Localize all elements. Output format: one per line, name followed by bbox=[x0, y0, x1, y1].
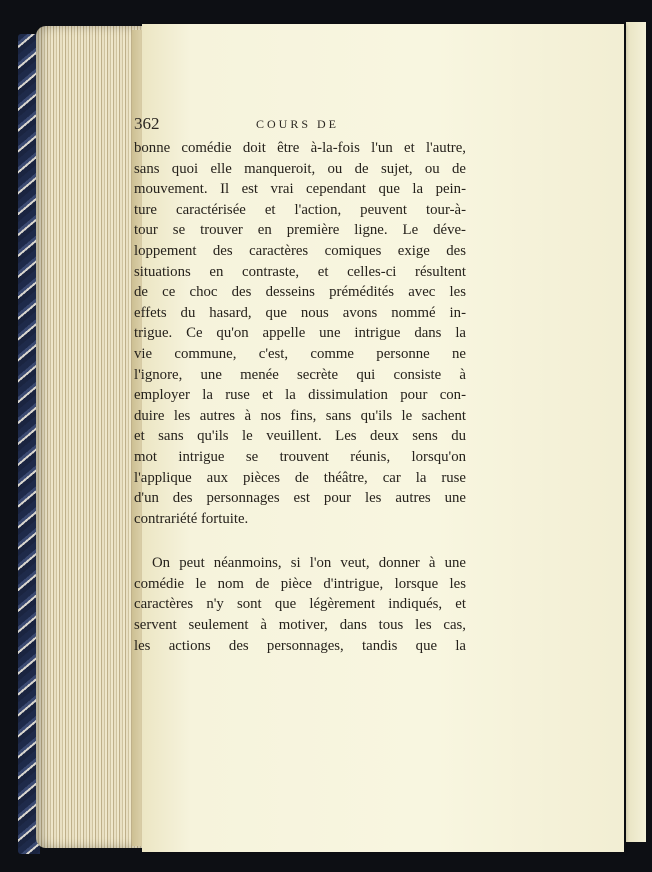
text-line: caractères n'y sont que légèrement indiqués, et bbox=[134, 596, 466, 613]
text-line: duire les autres à nos fins, sans qu'ils le sachent bbox=[134, 407, 466, 424]
text-line: de ce choc des desseins prémédités avec les bbox=[134, 284, 466, 301]
text-line: l'ignore, une menée secrète qui consiste à bbox=[134, 366, 466, 383]
text-line: bonne comédie doit être à-la-fois l'un et l'autre, bbox=[134, 140, 466, 156]
text-line: loppement des caractères comiques exige des bbox=[134, 242, 466, 259]
text-line: situations en contraste, et celles-ci résultent bbox=[134, 263, 466, 280]
text-line: d'un des personnages est pour les autres une bbox=[134, 490, 466, 507]
text-line: sans quoi elle manqueroit, ou de sujet, ou de bbox=[134, 160, 466, 177]
text-line: mot intrigue se trouvent réunis, lorsqu'on bbox=[134, 448, 466, 465]
facing-page-edge bbox=[626, 22, 646, 842]
text-line: On peut néanmoins, si l'on veut, donner à une bbox=[152, 555, 466, 572]
paragraph-1 bbox=[134, 138, 466, 529]
text-line: trigue. Ce qu'on appelle une intrigue dans la bbox=[134, 325, 466, 342]
text-line: ture caractérisée et l'action, peuvent tour-à- bbox=[134, 201, 466, 218]
text-line: tour se trouver en première ligne. Le déve- bbox=[134, 222, 466, 239]
page-header bbox=[134, 114, 464, 138]
text-line: servent seulement à motiver, dans tous les cas, bbox=[134, 617, 466, 634]
paragraph-2 bbox=[134, 553, 466, 656]
text-line: l'applique aux pièces de théâtre, car la ruse bbox=[134, 469, 466, 486]
text-line: les actions des personnages, tandis que la bbox=[134, 637, 466, 654]
text-line: mouvement. Il est vrai cependant que la pein- bbox=[134, 181, 466, 198]
page-number: 362 bbox=[134, 114, 160, 133]
body-text bbox=[134, 138, 466, 656]
text-line: vie commune, c'est, comme personne ne bbox=[134, 345, 466, 362]
text-line: effets du hasard, que nous avons nommé in- bbox=[134, 304, 466, 321]
text-line: contrariété fortuite. bbox=[134, 510, 249, 527]
paragraph-gap bbox=[134, 529, 466, 553]
text-line: et sans qu'ils le veuillent. Les deux sens du bbox=[134, 428, 466, 445]
running-head: COURS DE bbox=[256, 117, 340, 131]
text-line: employer la ruse et la dissimulation pour con- bbox=[134, 387, 466, 404]
text-line: comédie le nom de pièce d'intrigue, lorsque les bbox=[134, 575, 466, 592]
book bbox=[14, 18, 644, 854]
